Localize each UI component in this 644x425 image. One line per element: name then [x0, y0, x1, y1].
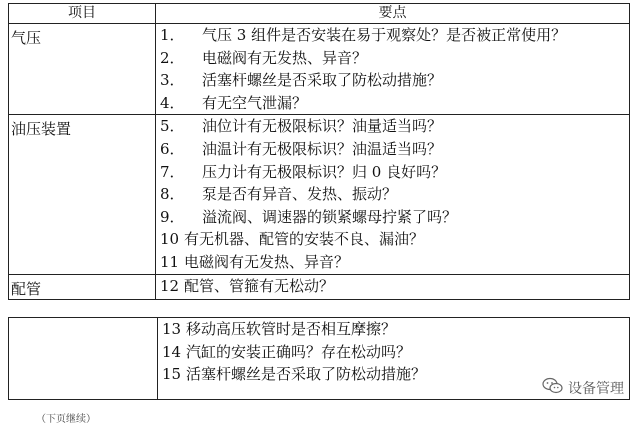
section-row [9, 115, 630, 274]
item-text: 溢流阀、调速器的锁紧螺母拧紧了吗？ [202, 207, 458, 226]
list-item [156, 251, 629, 274]
list-item [156, 161, 629, 184]
list-item [156, 115, 629, 138]
items-air [156, 24, 630, 115]
header-points: 要点 [156, 4, 630, 24]
item-text: 电磁阀有无发热、异音？ [184, 252, 350, 271]
item-number: 11 [160, 252, 180, 271]
item-number: 12 [160, 276, 180, 295]
item-text: 活塞杆螺丝是否采取了防松动措施？ [186, 365, 427, 384]
list-item [156, 69, 629, 92]
section-row [9, 274, 630, 299]
item-number: 13 [162, 320, 182, 338]
items-piping [156, 274, 630, 299]
item-text: 汽缸的安装正确吗？存在松动吗？ [186, 342, 412, 361]
table-header [9, 4, 630, 24]
continued-table [8, 317, 630, 400]
item-text: 油温计有无极限标识？油温适当吗？ [202, 139, 443, 158]
list-item [156, 47, 629, 70]
section-row [9, 318, 630, 400]
list-item [158, 341, 629, 364]
item-text: 有无空气泄漏？ [202, 93, 308, 112]
item-text: 压力计有无极限标识？归 0 良好吗？ [202, 162, 447, 181]
category-piping: 配管 [9, 274, 156, 299]
list-item [156, 138, 629, 161]
item-text: 电磁阀有无发热、异音？ [202, 48, 368, 67]
list-item [156, 275, 629, 298]
item-number: 8． [160, 185, 185, 204]
list-item [156, 206, 629, 229]
header-item: 项目 [9, 4, 156, 24]
item-number: 10 [160, 230, 180, 249]
wechat-icon [542, 377, 564, 399]
item-number: 5． [160, 117, 185, 136]
item-text: 油位计有无极限标识？油量适当吗？ [202, 117, 443, 136]
category-hydraulic: 油压装置 [9, 115, 156, 274]
item-number: 14 [162, 342, 182, 361]
item-number: 15 [162, 365, 182, 384]
item-text: 气压 3 组件是否安装在易于观察处？是否被正常使用？ [202, 26, 567, 44]
list-item [158, 318, 629, 341]
item-number: 1． [160, 26, 185, 44]
list-item [156, 24, 629, 47]
item-number: 3． [160, 71, 185, 90]
item-number: 9． [160, 207, 185, 226]
item-text: 活塞杆螺丝是否采取了防松动措施？ [202, 71, 443, 90]
item-text: 泵是否有异音、发热、振动？ [202, 185, 398, 204]
category-continued [9, 318, 158, 400]
item-text: 有无机器、配管的安装不良、漏油？ [184, 230, 425, 249]
list-item [156, 183, 629, 206]
section-row [9, 24, 630, 115]
item-number: 2． [160, 48, 185, 67]
inspection-table [8, 3, 630, 300]
item-number: 7． [160, 162, 185, 181]
watermark [542, 377, 624, 399]
item-text: 配管、管箍有无松动？ [184, 276, 335, 295]
list-item [156, 92, 629, 115]
list-item [156, 228, 629, 251]
item-number: 4． [160, 93, 185, 112]
item-text: 移动高压软管时是否相互摩擦？ [186, 320, 397, 338]
footer-fragment: （下页继续） [36, 414, 96, 425]
watermark-label: 设备管理 [568, 381, 624, 397]
item-number: 6． [160, 139, 185, 158]
category-air: 气压 [9, 24, 156, 115]
items-hydraulic [156, 115, 630, 274]
